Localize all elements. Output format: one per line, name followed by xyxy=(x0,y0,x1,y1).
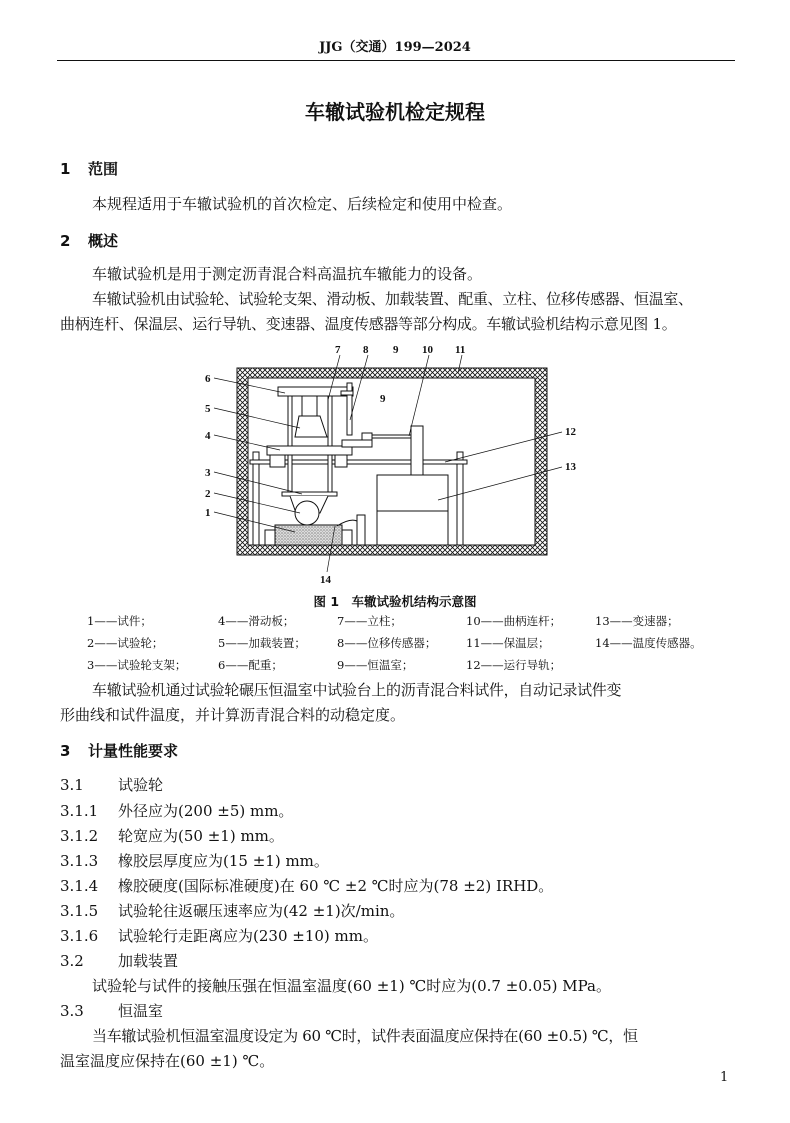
clause: 3.1.2 轮宽应为(50 ±1) mm。 xyxy=(60,827,284,845)
section-heading-1: 1 范围 xyxy=(60,160,119,178)
page-number: 1 xyxy=(720,1070,729,1085)
clause: 3.1.1 外径应为(200 ±5) mm。 xyxy=(60,802,294,820)
paragraph: 本规程适用于车辙试验机的首次检定、后续检定和使用中检查。 xyxy=(92,195,513,213)
legend-item: 3——试验轮支架； xyxy=(87,658,187,672)
clause: 3.1 试验轮 xyxy=(60,776,164,794)
label-2: 2 xyxy=(205,488,211,500)
paragraph: 车辙试验机是用于测定沥青混合料高温抗车辙能力的设备。 xyxy=(92,265,483,283)
label-3: 3 xyxy=(205,467,211,479)
paragraph: 曲柄连杆、保温层、运行导轨、变速器、温度传感器等部分构成。车辙试验机结构示意见图 1。 xyxy=(60,315,677,333)
document-title: 车辙试验机检定规程 xyxy=(305,100,485,124)
legend-item: 2——试验轮； xyxy=(87,636,164,650)
label-13: 13 xyxy=(565,461,576,473)
label-9: 9 xyxy=(393,344,399,356)
label-9-region: 9 xyxy=(380,393,386,405)
label-7: 7 xyxy=(335,344,341,356)
paragraph: 车辙试验机通过试验轮碾压恒温室中试验台上的沥青混合料试件，自动记录试件变 xyxy=(92,681,622,699)
legend-item: 10——曲柄连杆； xyxy=(466,614,562,628)
paragraph: 试验轮与试件的接触压强在恒温室温度(60 ±1) ℃时应为(0.7 ±0.05) MPa。 xyxy=(92,977,612,995)
legend-item: 1——试件； xyxy=(87,614,152,628)
paragraph: 当车辙试验机恒温室温度设定为 60 ℃时，试件表面温度应保持在(60 ±0.5) ℃，恒 xyxy=(92,1027,638,1045)
label-1: 6 xyxy=(205,373,211,385)
gearbox xyxy=(377,475,448,545)
structure-diagram xyxy=(200,340,590,590)
legend-item: 14——温度传感器。 xyxy=(595,636,702,650)
slider-block xyxy=(335,455,347,467)
label-5: 5 xyxy=(205,403,211,415)
paragraph: 温室温度应保持在(60 ±1) ℃。 xyxy=(60,1052,275,1070)
legend-item: 11——保温层； xyxy=(466,636,550,650)
label-10: 10 xyxy=(422,344,433,356)
left-post xyxy=(253,452,259,545)
crank-column xyxy=(411,426,423,475)
label-1: 1 xyxy=(205,507,211,519)
legend-item: 12——运行导轨； xyxy=(466,658,562,672)
section-heading-3: 3 计量性能要求 xyxy=(60,742,179,760)
clause: 3.1.4 橡胶硬度(国际标准硬度)在 60 ℃ ±2 ℃时应为(78 ±2) IRHD。 xyxy=(60,877,554,895)
legend-item: 4——滑动板； xyxy=(218,614,295,628)
legend-item: 6——配重； xyxy=(218,658,283,672)
clause: 3.3 恒温室 xyxy=(60,1002,164,1020)
paragraph: 形曲线和试件温度，并计算沥青混合料的动稳定度。 xyxy=(60,706,406,724)
paragraph: 车辙试验机由试验轮、试验轮支架、滑动板、加载装置、配重、立柱、位移传感器、恒温室、 xyxy=(92,290,693,308)
wheel-bracket xyxy=(282,492,337,496)
slider-block xyxy=(270,455,285,467)
pillar xyxy=(288,395,292,495)
label-14: 14 xyxy=(320,574,331,586)
legend-item: 13——变速器； xyxy=(595,614,679,628)
load-device xyxy=(295,416,327,437)
legend-item: 7——立柱； xyxy=(337,614,402,628)
clause: 3.1.5 试验轮往返碾压速率应为(42 ±1)次/min。 xyxy=(60,902,405,920)
legend-item: 9——恒温室； xyxy=(337,658,414,672)
figure-caption: 图 1 车辙试验机结构示意图 xyxy=(313,594,477,609)
label-4: 4 xyxy=(205,430,211,442)
legend-item: 5——加载装置； xyxy=(218,636,306,650)
label-12: 12 xyxy=(565,426,576,438)
clause: 3.1.3 橡胶层厚度应为(15 ±1) mm。 xyxy=(60,852,329,870)
clause: 3.2 加载装置 xyxy=(60,952,179,970)
label-8: 8 xyxy=(363,344,369,356)
clause: 3.1.6 试验轮行走距离应为(230 ±10) mm。 xyxy=(60,927,378,945)
pillar xyxy=(328,395,332,495)
crank-rod xyxy=(372,435,412,438)
label-11: 11 xyxy=(455,344,466,356)
sensor-post xyxy=(357,515,365,545)
right-post xyxy=(457,452,463,545)
running-header: JJG（交通）199—2024 xyxy=(319,40,471,55)
header-rule xyxy=(57,60,735,61)
slide-plate xyxy=(267,446,352,455)
legend-item: 8——位移传感器； xyxy=(337,636,437,650)
load-cylinder xyxy=(302,396,317,416)
section-heading-2: 2 概述 xyxy=(60,232,119,250)
